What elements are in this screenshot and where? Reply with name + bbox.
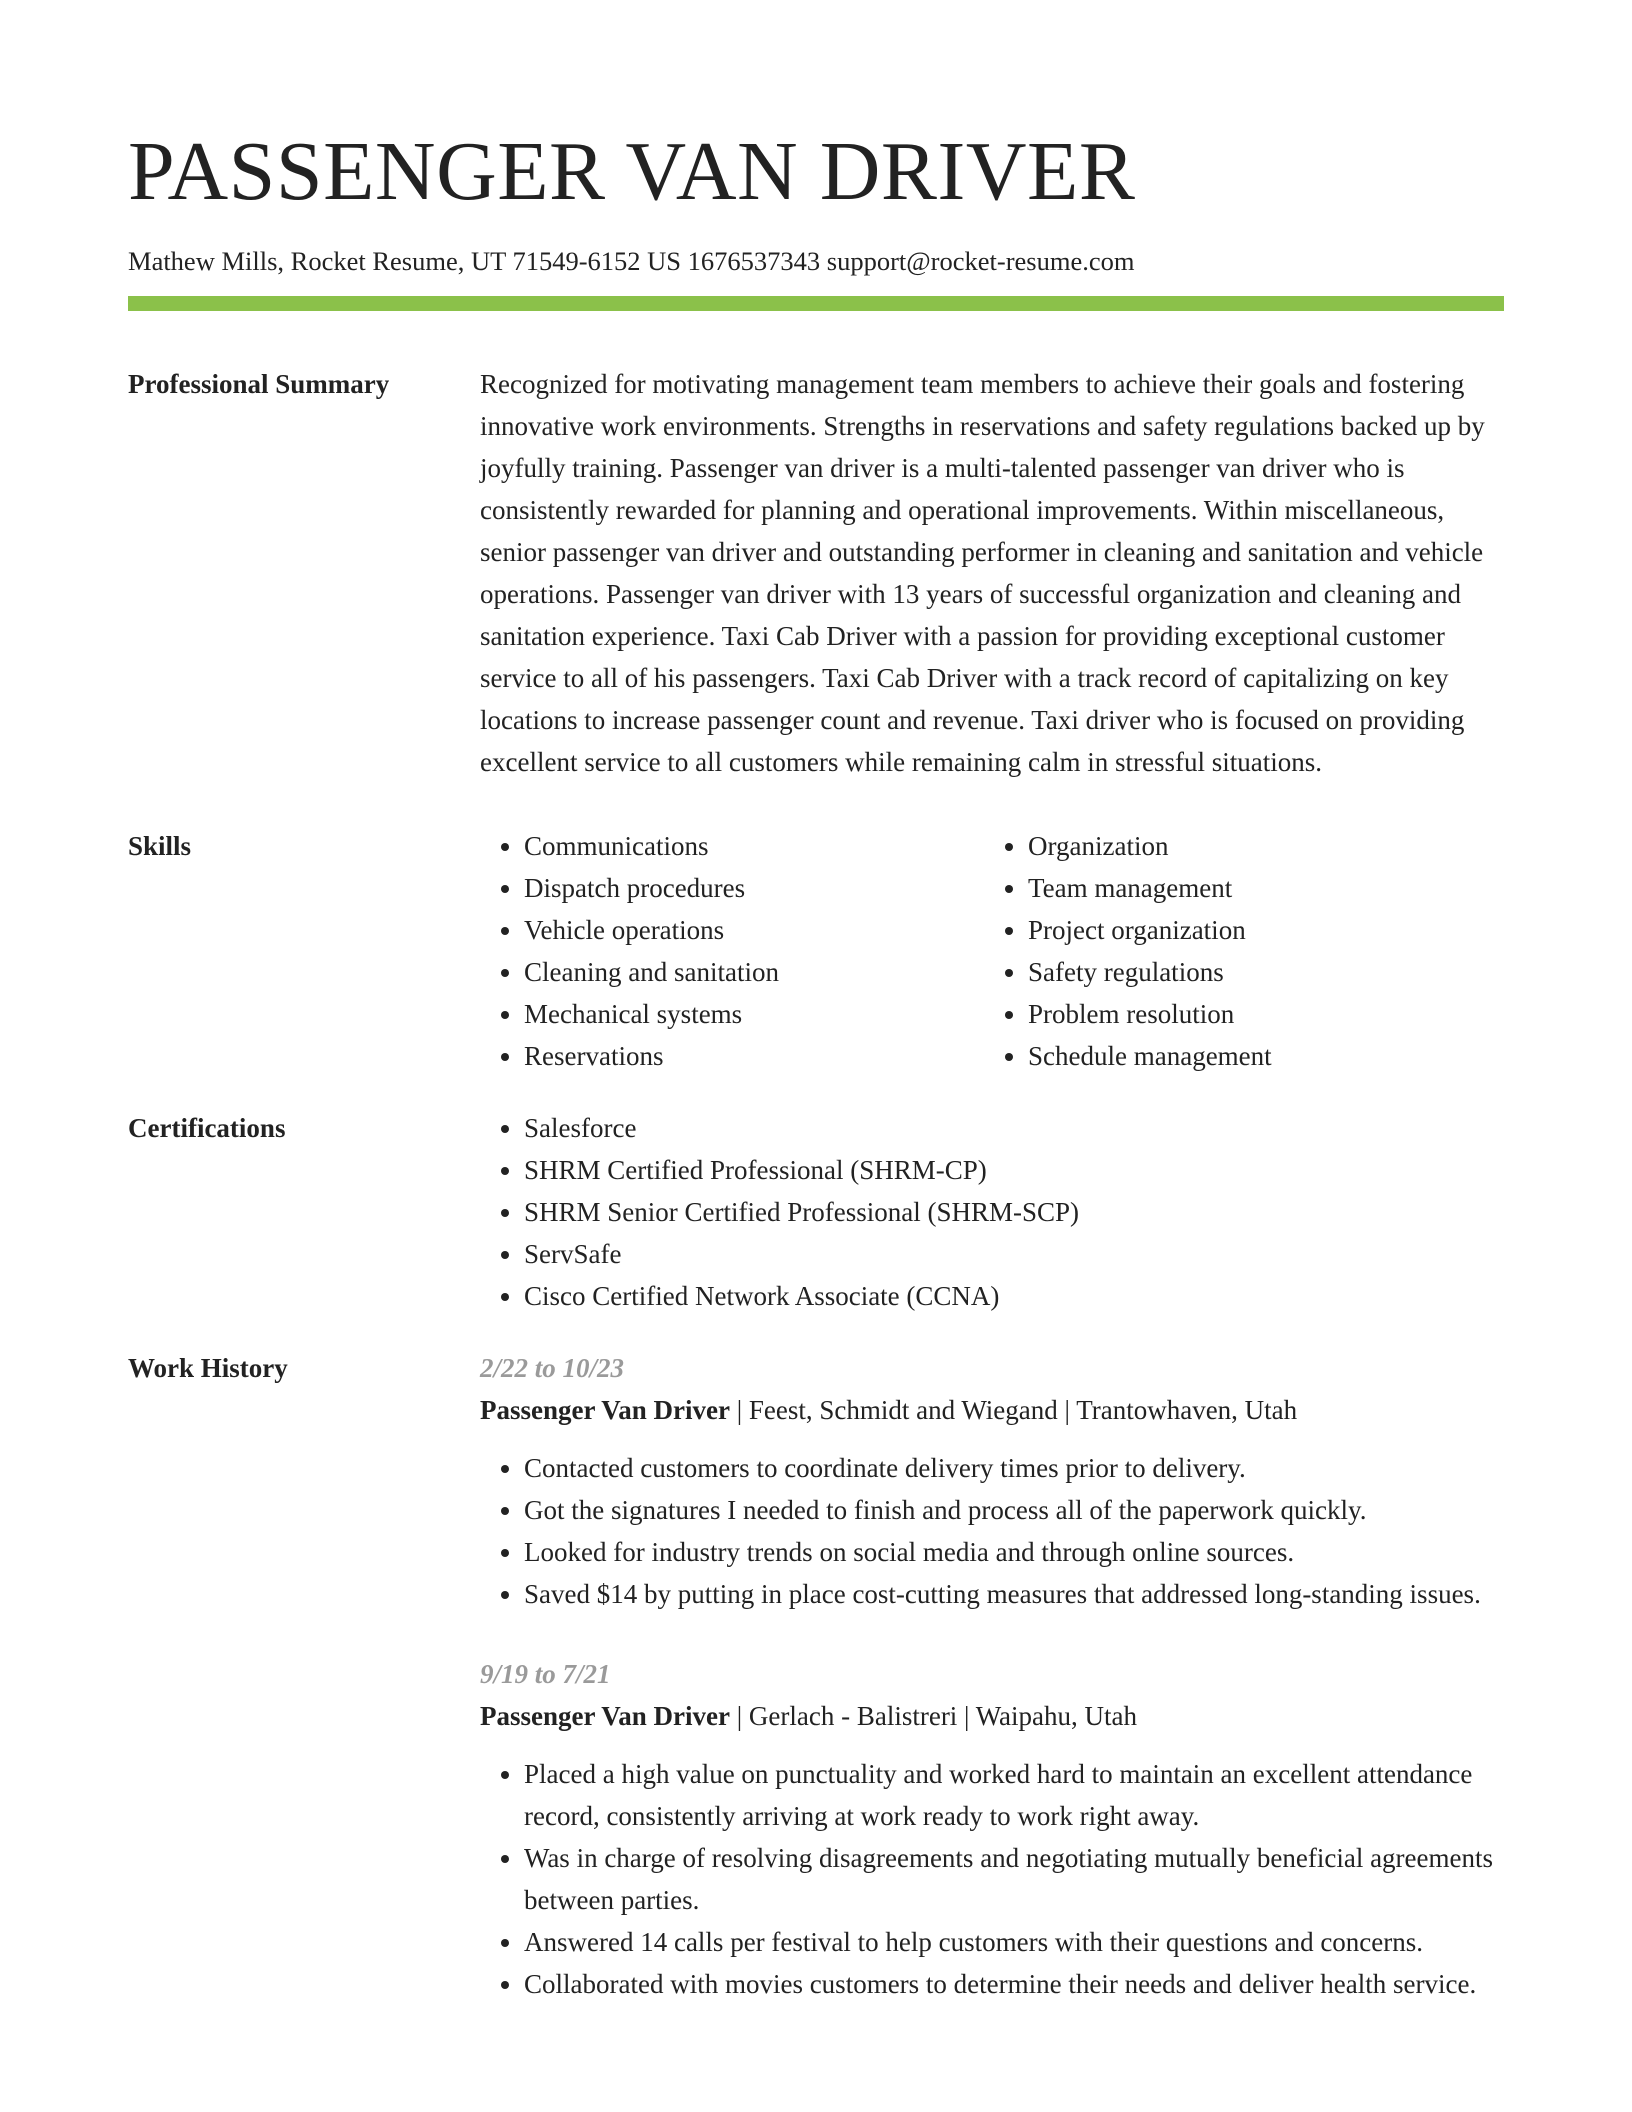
skill-item: • Safety regulations xyxy=(1028,951,1488,993)
resume-page xyxy=(128,0,1504,2043)
summary-text: Recognized for motivating management team members to achieve their goals and fostering innovative work environments. Strengths in reservations and safety regulations backed up by joyfully training. Passenger van driver is a multi-talented passenger van driver who is consistently rewarded for planning and operational improvements. Within miscellaneous, senior passenger van driver and outstanding performer in cleaning and sanitation and vehicle operations. Passenger van driver with 13 years of successful organization and cleaning and sanitation experience. Taxi Cab Driver with a passion for providing exceptional customer service to all of his passengers. Taxi Cab Driver with a track record of capitalizing on key locations to increase passenger count and revenue. Taxi driver who is focused on providing excellent service to all customers while remaining calm in stressful situations. xyxy=(480,369,1485,777)
job-bullets xyxy=(480,1447,1504,1615)
resume-title: PASSENGER VAN DRIVER xyxy=(128,125,1136,218)
job-bullet: • Saved $14 by putting in place cost-cutting measures that addressed long-standing issues. xyxy=(524,1573,1504,1615)
job-heading xyxy=(480,1389,1504,1431)
skill-item: • Problem resolution xyxy=(1028,993,1488,1035)
skill-item: • Vehicle operations xyxy=(524,909,984,951)
skill-item: • Project organization xyxy=(1028,909,1488,951)
job-employer-location: | Gerlach - Balistreri | Waipahu, Utah xyxy=(730,1701,1138,1731)
work-history-heading: Work History xyxy=(128,1353,288,1383)
header-accent-rule xyxy=(128,296,1504,311)
job-bullet: • Got the signatures I needed to finish and process all of the paperwork quickly. xyxy=(524,1489,1504,1531)
skills-heading: Skills xyxy=(128,831,192,861)
job-dates: 9/19 to 7/21 xyxy=(480,1659,611,1689)
job-dates: 2/22 to 10/23 xyxy=(480,1353,625,1383)
skills-list-right xyxy=(984,825,1488,1077)
job-bullet: • Answered 14 calls per festival to help customers with their questions and concerns. xyxy=(524,1921,1504,1963)
job-entry xyxy=(480,1653,1504,2005)
job-title: Passenger Van Driver xyxy=(480,1701,730,1731)
skill-item: • Team management xyxy=(1028,867,1488,909)
job-employer-location: | Feest, Schmidt and Wiegand | Trantowhaven, Utah xyxy=(730,1395,1298,1425)
job-bullet: • Was in charge of resolving disagreements and negotiating mutually beneficial agreements between parties. xyxy=(524,1837,1504,1921)
certification-item: • SHRM Certified Professional (SHRM-CP) xyxy=(524,1149,1504,1191)
job-title: Passenger Van Driver xyxy=(480,1395,730,1425)
certification-item: • ServSafe xyxy=(524,1233,1504,1275)
certifications-list xyxy=(480,1107,1504,1317)
skill-item: • Dispatch procedures xyxy=(524,867,984,909)
work-history-section xyxy=(128,1347,1504,2005)
skills-list-left xyxy=(480,825,984,1077)
skill-item: • Mechanical systems xyxy=(524,993,984,1035)
skill-item: • Communications xyxy=(524,825,984,867)
skill-item: • Organization xyxy=(1028,825,1488,867)
job-entry xyxy=(480,1347,1504,1615)
skills-section xyxy=(128,825,1504,1077)
job-bullet: • Contacted customers to coordinate delivery times prior to delivery. xyxy=(524,1447,1504,1489)
certification-item: • SHRM Senior Certified Professional (SHRM-SCP) xyxy=(524,1191,1504,1233)
summary-section xyxy=(128,363,1504,783)
certifications-section xyxy=(128,1107,1504,1317)
job-bullet: • Collaborated with movies customers to determine their needs and deliver health service. xyxy=(524,1963,1504,2005)
job-bullets xyxy=(480,1753,1504,2005)
contact-line: Mathew Mills, Rocket Resume, UT 71549-6152 US 1676537343 support@rocket-resume.com xyxy=(128,246,1135,276)
job-bullet: • Looked for industry trends on social media and through online sources. xyxy=(524,1531,1504,1573)
skill-item: • Cleaning and sanitation xyxy=(524,951,984,993)
certifications-heading: Certifications xyxy=(128,1113,286,1143)
summary-heading: Professional Summary xyxy=(128,369,390,399)
skill-item: • Schedule management xyxy=(1028,1035,1488,1077)
skill-item: • Reservations xyxy=(524,1035,984,1077)
job-bullet: • Placed a high value on punctuality and worked hard to maintain an excellent attendance record, consistently arriving at work ready to work right away. xyxy=(524,1753,1504,1837)
certification-item: • Cisco Certified Network Associate (CCNA) xyxy=(524,1275,1504,1317)
certification-item: • Salesforce xyxy=(524,1107,1504,1149)
job-heading xyxy=(480,1695,1504,1737)
